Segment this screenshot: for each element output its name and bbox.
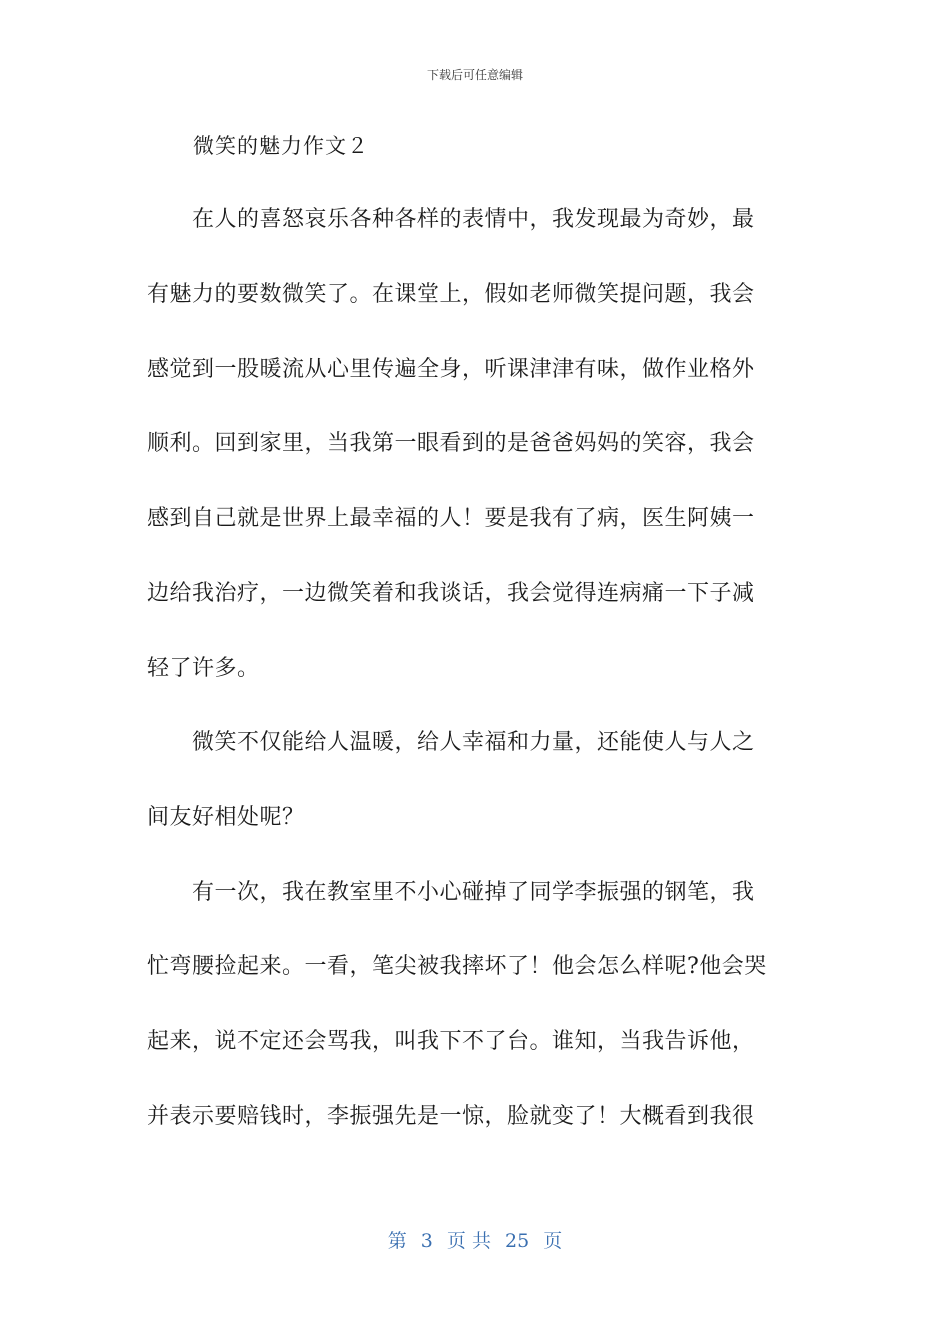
paragraph-line: 顺利。回到家里，当我第一眼看到的是爸爸妈妈的笑容，我会: [147, 431, 755, 456]
footer-prefix: 第: [387, 1230, 407, 1252]
essay-title: 微笑的魅力作文２: [193, 134, 369, 158]
paragraph-line: 微笑不仅能给人温暖，给人幸福和力量，还能使人与人之: [147, 730, 755, 755]
current-page-number: 3: [420, 1230, 433, 1252]
paragraph-line: 在人的喜怒哀乐各种各样的表情中，我发现最为奇妙，最: [147, 207, 755, 232]
paragraph-line: 间友好相处呢？: [147, 805, 305, 830]
page-footer: [0, 1226, 950, 1253]
paragraph-line: 起来，说不定还会骂我，叫我下不了台。谁知，当我告诉他，: [147, 1029, 755, 1054]
paragraph-line: 忙弯腰捡起来。一看，笔尖被我摔坏了！他会怎么样呢?他会哭: [147, 954, 767, 979]
total-page-count: 25: [505, 1230, 530, 1252]
paragraph-line: 感觉到一股暖流从心里传遍全身，听课津津有味，做作业格外: [147, 357, 755, 382]
paragraph-line: 并表示要赔钱时，李振强先是一惊，脸就变了！大概看到我很: [147, 1104, 755, 1129]
paragraph-line: 感到自己就是世界上最幸福的人！要是我有了病，医生阿姨一: [147, 506, 755, 531]
paragraph-line: 有魅力的要数微笑了。在课堂上，假如老师微笑提问题，我会: [147, 282, 755, 307]
footer-middle: 页 共: [446, 1230, 491, 1252]
page-header: 下载后可任意编辑: [426, 68, 523, 82]
paragraph-line: 有一次，我在教室里不小心碰掉了同学李振强的钢笔，我: [147, 880, 755, 905]
paragraph-line: 边给我治疗，一边微笑着和我谈话，我会觉得连病痛一下子减: [147, 581, 755, 606]
footer-suffix: 页: [543, 1230, 563, 1252]
paragraph-line: 轻了许多。: [147, 656, 260, 681]
